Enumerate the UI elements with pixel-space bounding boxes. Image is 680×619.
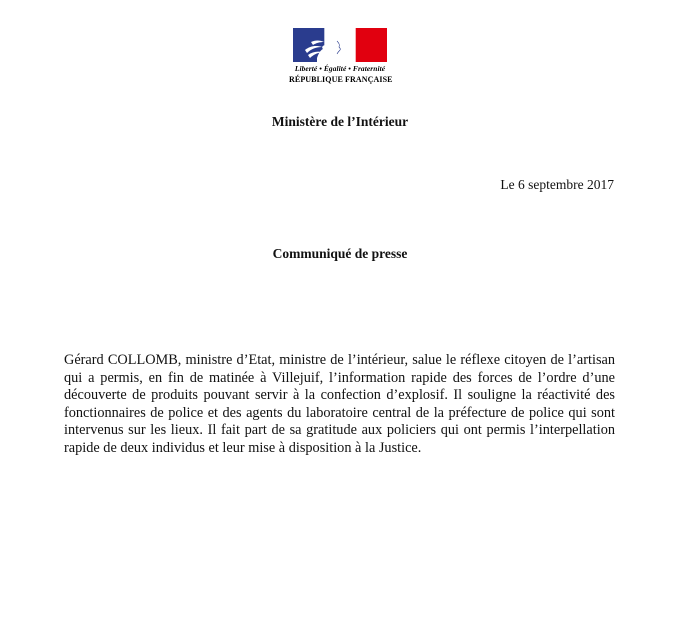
republic-name: RÉPUBLIQUE FRANÇAISE — [289, 75, 393, 84]
republic-motto: Liberté • Égalité • Fraternité — [294, 64, 386, 73]
press-release-title: Communiqué de presse — [272, 246, 408, 261]
marianne-flag-logo-icon — [293, 28, 387, 62]
press-release-body: Gérard COLLOMB, ministre d’Etat, ministre de l’intérieur, salue le réflexe citoyen de l’artisan qui a permis, en fin de matinée à Villejuif, l’information rapide des forces de l’ordre d’une découverte de produits pouvant servir à la confection d’explosif. Il souligne la réactivité des fonctionnaires de police et des agents du laboratoire central de la préfecture de police qui sont intervenus sur les lieux. Il fait part de sa gratitude aux policiers qui ont permis l’interpellation rapide de deux individus et leur mise à disposition à la Justice. — [64, 352, 615, 456]
republic-logo — [289, 28, 391, 90]
ministry-name: Ministère de l’Intérieur — [271, 114, 409, 129]
release-date: Le 6 septembre 2017 — [500, 177, 614, 192]
